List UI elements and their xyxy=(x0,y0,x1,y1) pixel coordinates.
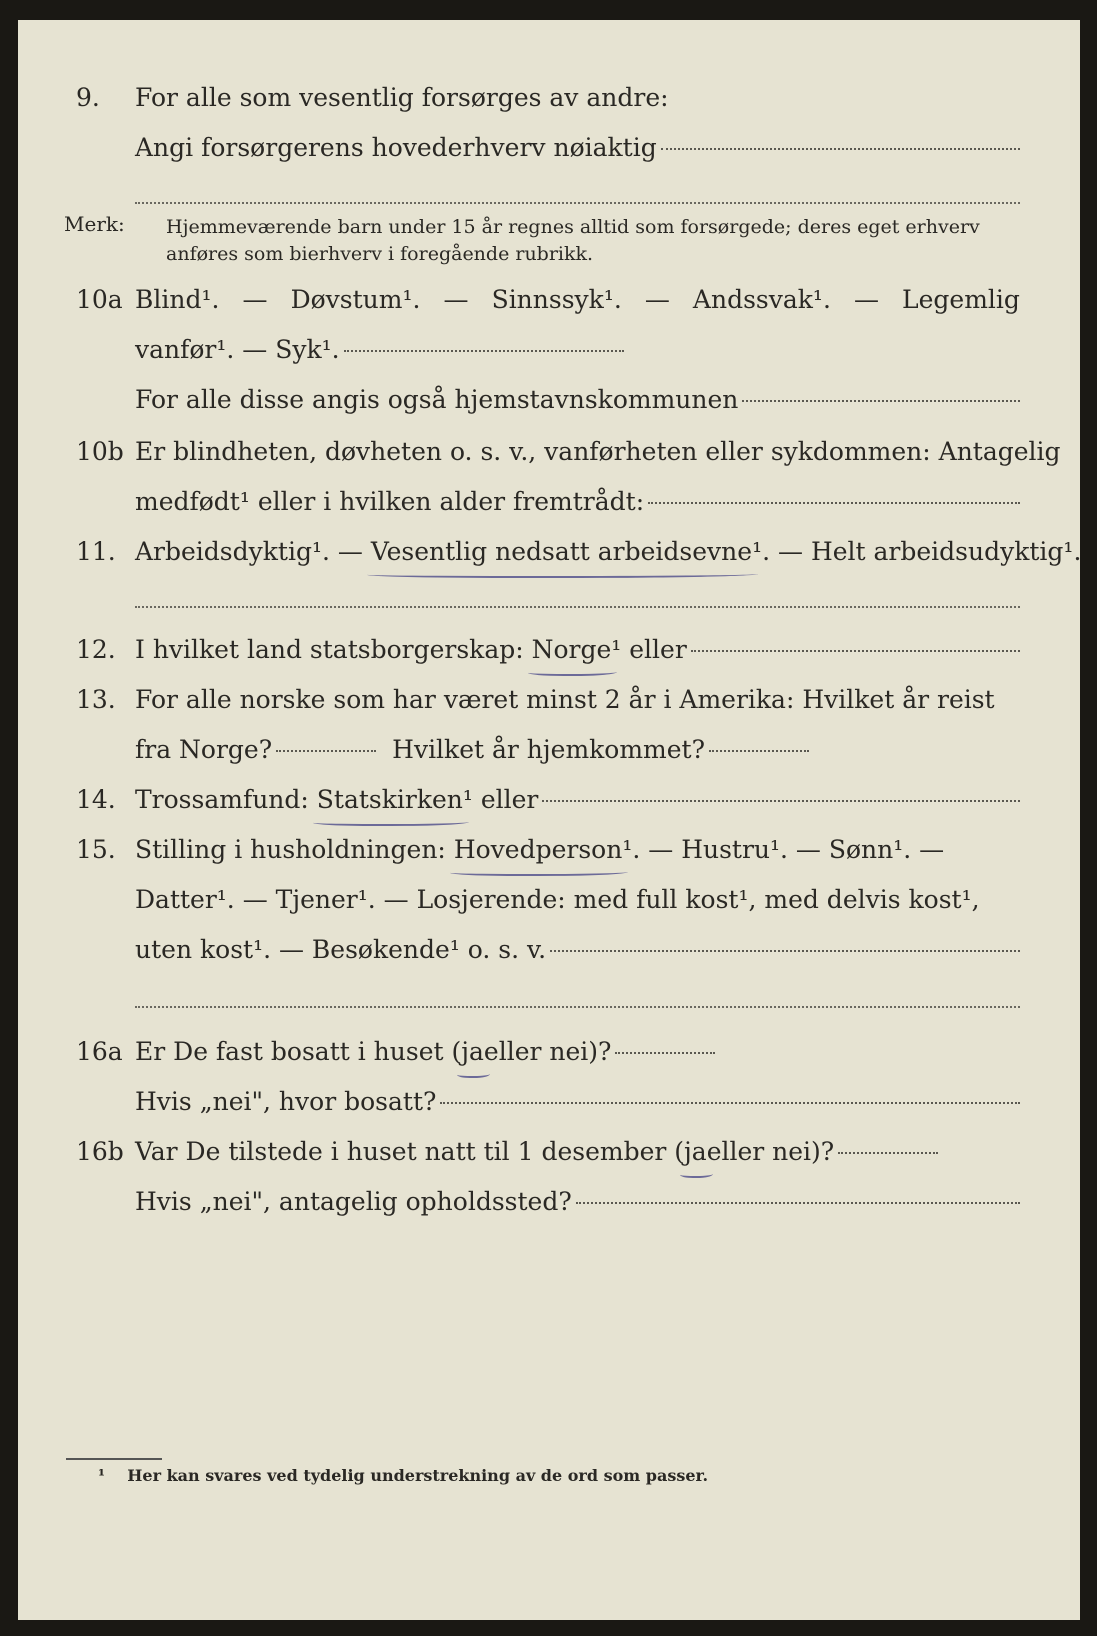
q15-options2: Datter¹. — Tjener¹. — Losjerende: med full kost¹, med delvis kost¹, xyxy=(135,885,980,914)
q10b-answer-field[interactable] xyxy=(648,502,1020,504)
q14-eller: ¹ eller xyxy=(462,785,539,814)
q15-answer-line[interactable] xyxy=(135,1006,1020,1008)
q14-answer-field[interactable] xyxy=(542,800,1020,802)
q16b-text2: Hvis „nei", antagelig opholdssted? xyxy=(135,1187,572,1216)
q10a-andssvak: Andssvak¹. xyxy=(692,285,831,314)
q9-text1: For alle som vesentlig forsørges av andre: xyxy=(135,83,669,112)
q16a-text-start: Er De fast bosatt i huset ( xyxy=(135,1037,462,1066)
q10a-hjemstavn-field[interactable] xyxy=(742,400,1020,402)
q10a-blind: Blind¹. xyxy=(135,285,220,314)
merk-label: Merk: xyxy=(64,212,125,236)
q16a-bosatt-field[interactable] xyxy=(440,1102,1020,1104)
q11-option-arbeidsdyktig: Arbeidsdyktig¹. — xyxy=(135,537,363,566)
q16a-answer-field[interactable] xyxy=(615,1052,715,1054)
census-form-page xyxy=(18,20,1080,1620)
q10a-legemlig: Legemlig xyxy=(902,285,1020,314)
q16a-text2: Hvis „nei", hvor bosatt? xyxy=(135,1087,437,1116)
q10a-number: 10a xyxy=(76,285,123,314)
q10a-text2: vanfør¹. — Syk¹. xyxy=(135,335,340,364)
merk-line2: anføres som bierhverv i foregående rubrikk. xyxy=(166,243,594,265)
q10b-text1: Er blindheten, døvheten o. s. v., vanførheten eller sykdommen: Antagelig xyxy=(135,437,1061,466)
footnote-text: Her kan svares ved tydelig understrekning av de ord som passer. xyxy=(127,1466,709,1485)
q10a-dash1: — xyxy=(242,285,268,314)
q15-options1: ¹. — Hustru¹. — Sønn¹. — xyxy=(622,835,945,864)
q9-answer-field[interactable] xyxy=(661,148,1020,150)
q10a-text3: For alle disse angis også hjemstavnskommunen xyxy=(135,385,739,414)
q12-number: 12. xyxy=(76,635,116,664)
q13-reist-label: fra Norge? xyxy=(135,735,273,764)
q14-number: 14. xyxy=(76,785,116,814)
q16b-answer-field[interactable] xyxy=(838,1152,938,1154)
q16a-number: 16a xyxy=(76,1037,123,1066)
q11-option-udyktig: ¹. — Helt arbeidsudyktig¹. xyxy=(752,537,1082,566)
q16b-number: 16b xyxy=(76,1137,124,1166)
q10a-sinnssyk: Sinnssyk¹. xyxy=(491,285,622,314)
q16b-text-end: eller nei)? xyxy=(706,1137,835,1166)
q13-reist-field[interactable] xyxy=(276,750,376,752)
q10a-dovstum: Døvstum¹. xyxy=(290,285,421,314)
q10b-text2: medfødt¹ eller i hvilken alder fremtrådt: xyxy=(135,487,645,516)
q15-answer-field[interactable] xyxy=(550,950,1020,952)
q16a-option-ja-underlined[interactable]: ja xyxy=(461,1037,484,1066)
q11-number: 11. xyxy=(76,537,116,566)
q14-text: Trossamfund: xyxy=(135,785,309,814)
q9-answer-line2[interactable] xyxy=(135,202,1020,204)
q9-text2: Angi forsørgerens hovederhverv nøiaktig xyxy=(135,133,657,162)
footnote-mark: ¹ xyxy=(98,1466,106,1485)
q15-option-hovedperson-underlined[interactable]: Hovedperson xyxy=(453,835,623,864)
merk-line1: Hjemmeværende barn under 15 år regnes alltid som forsørgede; deres eget erhverv xyxy=(166,216,980,238)
q13-hjemkommet-field[interactable] xyxy=(709,750,809,752)
q13-number: 13. xyxy=(76,685,116,714)
q12-text: I hvilket land statsborgerskap: xyxy=(135,635,524,664)
q11-answer-line[interactable] xyxy=(135,606,1020,608)
q12-answer-field[interactable] xyxy=(691,650,1020,652)
q13-hjemkommet-label: Hvilket år hjemkommet? xyxy=(392,735,706,764)
footnote-rule xyxy=(66,1458,162,1460)
q11-option-nedsatt-underlined[interactable]: Vesentlig nedsatt arbeidsevne xyxy=(370,537,753,566)
q9-number: 9. xyxy=(76,83,100,112)
q10a-answer-field[interactable] xyxy=(344,350,624,352)
footnote xyxy=(98,1466,708,1485)
q15-number: 15. xyxy=(76,835,116,864)
q10b-number: 10b xyxy=(76,437,124,466)
q12-option-norge-underlined[interactable]: Norge xyxy=(531,635,612,664)
q12-eller: ¹ eller xyxy=(611,635,687,664)
q13-text1: For alle norske som har været minst 2 år i Amerika: Hvilket år reist xyxy=(135,685,995,714)
q16b-opholdssted-field[interactable] xyxy=(576,1202,1020,1204)
q16b-text-start: Var De tilstede i huset natt til 1 desember ( xyxy=(135,1137,685,1166)
q16b-option-ja-underlined[interactable]: ja xyxy=(684,1137,707,1166)
q16a-text-end: eller nei)? xyxy=(483,1037,612,1066)
q15-text: Stilling i husholdningen: xyxy=(135,835,446,864)
q10a-dash4: — xyxy=(853,285,879,314)
q10a-dash2: — xyxy=(443,285,469,314)
q10a-dash3: — xyxy=(644,285,670,314)
q15-options3: uten kost¹. — Besøkende¹ o. s. v. xyxy=(135,935,547,964)
q14-option-statskirken-underlined[interactable]: Statskirken xyxy=(316,785,463,814)
